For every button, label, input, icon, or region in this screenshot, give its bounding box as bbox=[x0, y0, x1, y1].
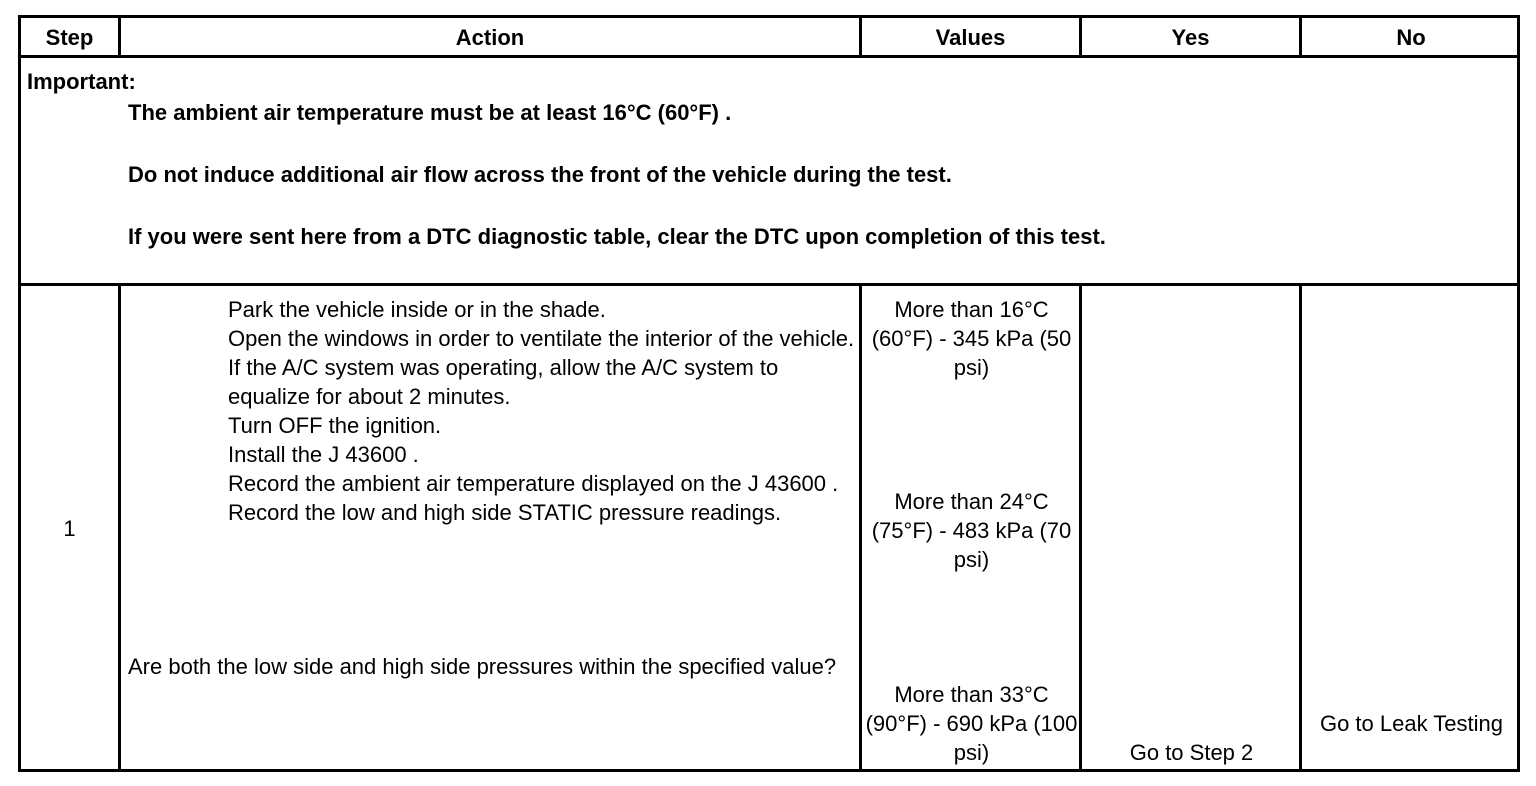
important-note: Do not induce additional air flow across the front of the vehicle during the test. bbox=[128, 162, 952, 187]
action-list bbox=[228, 295, 858, 527]
diagnostic-table bbox=[18, 15, 1520, 772]
step-question: Are both the low side and high side pressures within the specified value? bbox=[128, 654, 837, 679]
header-action: Action bbox=[455, 25, 525, 50]
header-step: Step bbox=[45, 25, 94, 50]
action-item: Open the windows in order to ventilate the interior of the vehicle. bbox=[228, 326, 855, 351]
important-note: The ambient air temperature must be at least 16°C (60°F) . bbox=[128, 100, 732, 125]
important-divider bbox=[21, 283, 1517, 286]
no-outcome: Go to Leak Testing bbox=[1319, 711, 1504, 736]
value-spec: More than 16°C (60°F) - 345 kPa (50 psi) bbox=[871, 297, 1072, 380]
important-note: If you were sent here from a DTC diagnostic table, clear the DTC upon completion of this test. bbox=[128, 224, 1106, 249]
action-item: Turn OFF the ignition. bbox=[228, 413, 442, 438]
col-divider-action bbox=[859, 283, 862, 769]
action-item: If the A/C system was operating, allow the A/C system to equalize for about 2 minutes. bbox=[228, 355, 779, 409]
important-title: Important: bbox=[27, 69, 136, 94]
header-values: Values bbox=[935, 25, 1006, 50]
col-divider-yes bbox=[1299, 283, 1302, 769]
action-item: Record the low and high side STATIC pressure readings. bbox=[228, 500, 782, 525]
action-item: Park the vehicle inside or in the shade. bbox=[228, 297, 606, 322]
step-number: 1 bbox=[63, 516, 76, 541]
header-no: No bbox=[1396, 25, 1426, 50]
header-yes: Yes bbox=[1171, 25, 1210, 50]
value-spec: More than 24°C (75°F) - 483 kPa (70 psi) bbox=[871, 489, 1072, 572]
action-item: Install the J 43600 . bbox=[228, 442, 419, 467]
action-item: Record the ambient air temperature displayed on the J 43600 . bbox=[228, 471, 839, 496]
value-spec: More than 33°C (90°F) - 690 kPa (100 psi) bbox=[865, 682, 1078, 765]
col-divider-step bbox=[118, 283, 121, 769]
yes-outcome: Go to Step 2 bbox=[1129, 740, 1254, 765]
